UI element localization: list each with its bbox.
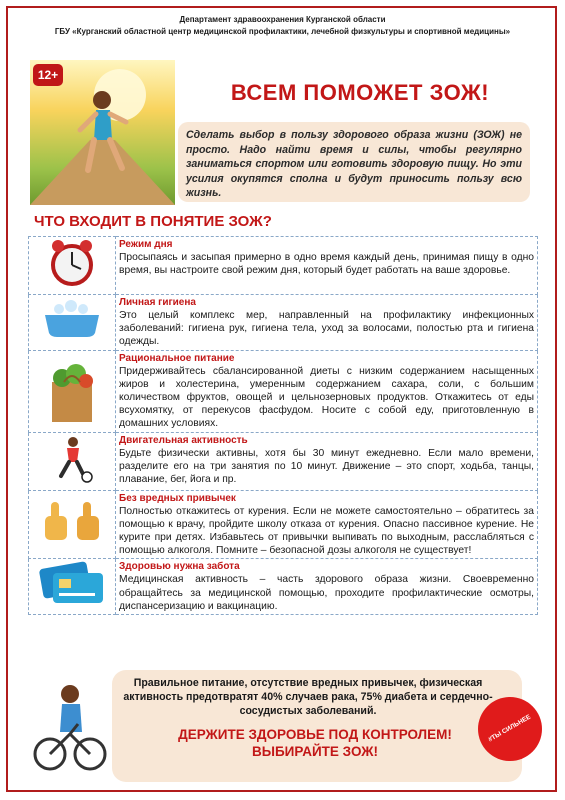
row-text: Будьте физически активны, хотя бы 30 минут ежедневно. Если мало времени, разделите его на три занятия по 10 минут. Движение – это спорт, ходьба, танцы, плавание, бег, йога и пр. [119, 447, 534, 486]
football-player-icon [29, 432, 116, 490]
insurance-card-icon [29, 559, 116, 615]
bottom-statistics-text: Правильное питание, отсутствие вредных привычек, физическая активность предотвратят 40% случаев рака, 75% диабета и сердечно-сосудистых заболеваний. [123, 677, 493, 717]
row-text: Просыпаясь и засыпая примерно в одно время каждый день, принимая пищу в одно время, вы настроите свой режим дня, который будет работать на ваше здоровье. [119, 252, 534, 277]
row-text: Это целый комплекс мер, направленный на профилактику инфекционных заболеваний: гигиена рук, гигиена тела, уход за волосами, полостью рта и гигиена одежды. [119, 310, 534, 348]
call-to-action: ДЕРЖИТЕ ЗДОРОВЬЕ ПОД КОНТРОЛЕМ! ВЫБИРАЙТЕ ЗОЖ! [178, 727, 452, 759]
header-organization: ГБУ «Курганский областной центр медицинской профилактики, лечебной физкультуры и спортивной медицины» [54, 27, 511, 36]
alarm-clock-icon [29, 237, 116, 295]
table-row [29, 432, 538, 490]
stamp-logo [478, 697, 542, 761]
row-title: Без вредных привычек [119, 492, 236, 504]
thumbs-icon [29, 490, 116, 559]
stamp-text: #ТЫ СИЛЬНЕЕ [487, 713, 533, 744]
table-row [29, 295, 538, 351]
row-title: Рациональное питание [119, 352, 235, 364]
topics-table [28, 236, 538, 615]
header-department: Департамент здравоохранения Курганской области [179, 15, 386, 24]
row-title: Режим дня [119, 239, 173, 250]
row-title: Двигательная активность [119, 434, 248, 446]
intro-panel: Сделать выбор в пользу здорового образа жизни (ЗОЖ) не просто. Надо найти время и силы, чтобы регулярно заниматься спортом или готовить здоровую пищу. Но эти усилия окупятся сполна и будут приносить пользу всю жизнь. [178, 122, 530, 202]
age-rating-badge: 12+ [33, 64, 63, 86]
row-title: Личная гигиена [119, 297, 196, 308]
row-text: Придерживайтесь сбалансированной диеты с низким содержанием насыщенных жиров и холестерина, умеренным содержанием сахара, соли, с большим количеством фруктов, овощей и цельнозерновых продуктов. Откажитесь от еды всухомятку, от перекусов фасфудом. Носите с собой еду, приготовленную в домашних условиях. [119, 365, 534, 430]
header [20, 14, 545, 38]
table-row [29, 559, 538, 615]
table-row [29, 490, 538, 559]
row-text: Полностью откажитесь от курения. Если не можете самостоятельно – обратитесь за помощью к врачу, пройдите школу отказа от курения. Опасно пассивное курение. Не курите при детях. Избавьтесь от привычки выпивать по выходным, расслабляться с помощью алкоголя. Помните – безопасной дозы алкоголя не существует! [119, 505, 534, 557]
bathtub-icon [29, 295, 116, 351]
page-title: ВСЕМ ПОМОЖЕТ ЗОЖ! [230, 80, 490, 105]
row-text: Медицинская активность – часть здорового образа жизни. Своевременно обращайтесь за медицинской помощью, проходите профилактические осмотры, диспансеризацию и вакцинацию. [119, 574, 534, 612]
grocery-bag-icon [29, 350, 116, 432]
row-title: Здоровью нужна забота [119, 561, 240, 573]
table-row [29, 350, 538, 432]
section-title: ЧТО ВХОДИТ В ПОНЯТИЕ ЗОЖ? [34, 213, 272, 230]
table-row [29, 237, 538, 295]
cyclist-image [30, 674, 110, 774]
